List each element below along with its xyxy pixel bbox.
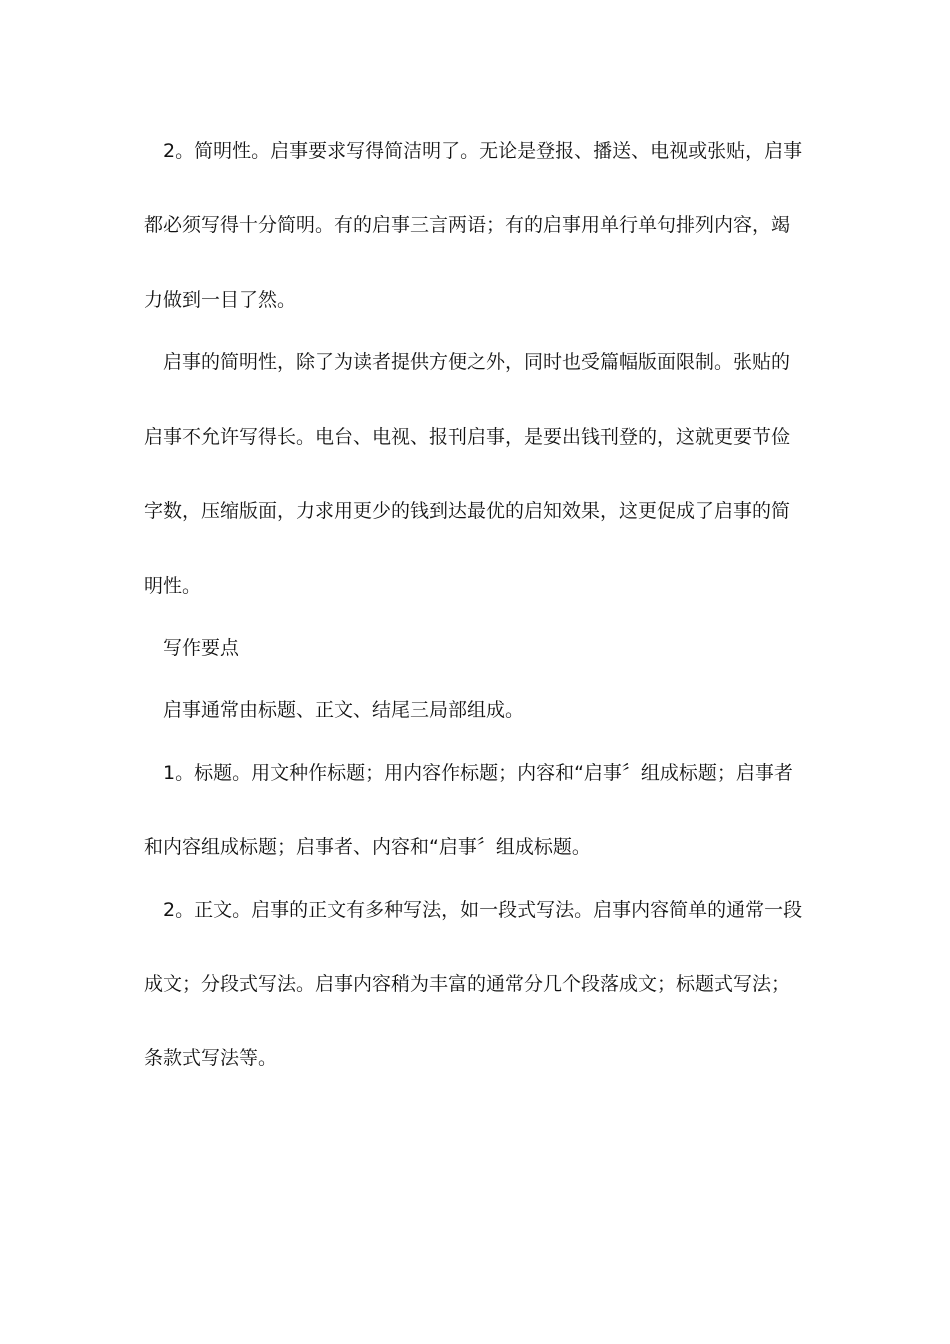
text-line: 启事通常由标题、正文、结尾三局部组成。 [163, 699, 525, 721]
section-heading: 写作要点 [163, 637, 240, 659]
text-line: 2。正文。启事的正文有多种写法，如一段式写法。启事内容简单的通常一段 [163, 899, 803, 921]
text-line: 明性。 [144, 575, 202, 597]
text-line: 成文；分段式写法。启事内容稍为丰富的通常分几个段落成文；标题式写法； [144, 973, 791, 995]
text-line: 2。简明性。启事要求写得简洁明了。无论是登报、播送、电视或张贴，启事 [163, 140, 803, 162]
text-line: 力做到一目了然。 [144, 289, 297, 311]
text-line: 都必须写得十分简明。有的启事三言两语；有的启事用单行单句排列内容，竭 [144, 214, 791, 236]
text-line: 1。标题。用文种作标题；用内容作标题；内容和“启事〞组成标题；启事者 [163, 762, 793, 784]
text-line: 启事的简明性，除了为读者提供方便之外，同时也受篇幅版面限制。张贴的 [163, 351, 791, 373]
text-line: 和内容组成标题；启事者、内容和“启事〞组成标题。 [144, 836, 591, 858]
text-line: 字数，压缩版面，力求用更少的钱到达最优的启知效果，这更促成了启事的简 [144, 500, 791, 522]
text-line: 启事不允许写得长。电台、电视、报刊启事，是要出钱刊登的，这就更要节俭 [144, 426, 791, 448]
text-line: 条款式写法等。 [144, 1047, 278, 1069]
